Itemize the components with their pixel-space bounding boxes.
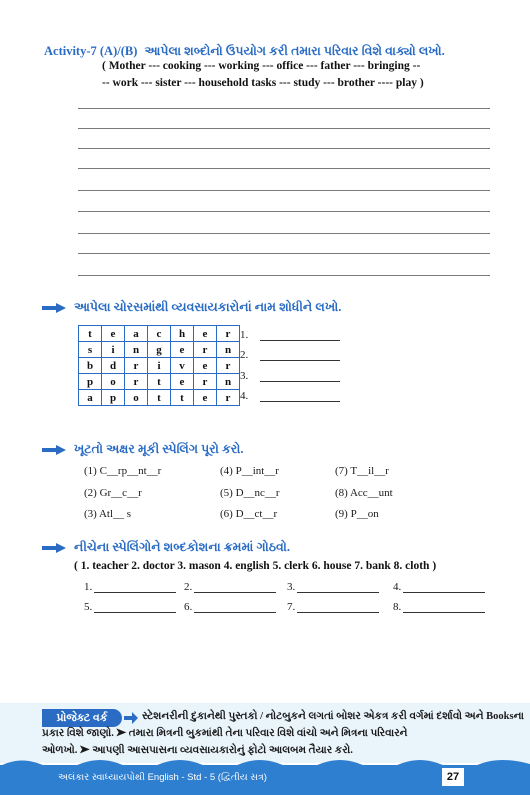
spelling-item[interactable]: (8) Acc__unt [335, 487, 393, 499]
writing-line[interactable] [78, 233, 490, 234]
order-number: 2. [184, 581, 193, 593]
writing-line[interactable] [78, 211, 490, 212]
writing-line[interactable] [78, 128, 490, 129]
arrow-icon [124, 712, 138, 724]
grid-row [79, 326, 240, 342]
grid-cell: v [171, 358, 194, 374]
grid-cell: h [171, 326, 194, 342]
activity-instruction: આપેલા શબ્દોનો ઉપયોગ કરી તમારા પરિવાર વિશે વાક્યો લખો. [144, 44, 445, 58]
word-list-line-1: ( Mother --- cooking --- working --- office --- father --- bringing -- [102, 60, 421, 72]
grid-cell: e [171, 374, 194, 390]
grid-cell: t [79, 326, 102, 342]
grid-cell: s [79, 342, 102, 358]
spelling-item[interactable]: (7) T__il__r [335, 465, 389, 477]
answer-item [240, 390, 340, 402]
grid-cell: r [194, 342, 217, 358]
order-blank[interactable] [403, 582, 485, 593]
project-line-3: ઓળખો. ➤ આપણી આસપાસના વ્યવસાયકારોનું ફોટો આલબમ તૈયાર કરો. [42, 745, 353, 756]
grid-cell: o [125, 390, 148, 406]
writing-line[interactable] [78, 253, 490, 254]
order-blank-item [84, 601, 176, 613]
arrow-icon [42, 445, 66, 455]
section-d-heading [42, 540, 290, 555]
answer-item [240, 329, 340, 341]
section-b-heading [42, 300, 341, 315]
grid-cell: r [125, 374, 148, 390]
grid-cell: i [102, 342, 125, 358]
grid-cell: e [102, 326, 125, 342]
grid-cell: e [194, 358, 217, 374]
order-blank[interactable] [194, 582, 276, 593]
answer-blank[interactable] [260, 350, 340, 361]
order-blank-item [184, 601, 276, 613]
answer-number: 2. [240, 349, 249, 361]
spelling-item[interactable]: (5) D__nc__r [220, 487, 280, 499]
project-badge: પ્રોજેક્ટ વર્ક [42, 709, 122, 727]
order-word-list: ( 1. teacher 2. doctor 3. mason 4. english 5. clerk 6. house 7. bank 8. cloth ) [74, 560, 437, 572]
order-blank[interactable] [94, 602, 176, 613]
order-blank-item [393, 581, 485, 593]
grid-cell: e [194, 326, 217, 342]
grid-cell: n [125, 342, 148, 358]
arrow-icon [42, 543, 66, 553]
order-number: 1. [84, 581, 93, 593]
grid-row [79, 358, 240, 374]
answer-number: 4. [240, 390, 249, 402]
order-blank[interactable] [297, 602, 379, 613]
activity-label: Activity-7 (A)/(B) [44, 44, 138, 58]
spelling-item[interactable]: (6) D__ct__r [220, 508, 278, 520]
section-b-heading-text: આપેલા ચોરસમાંથી વ્યવસાયકારોનાં નામ શોધીને લખો. [74, 300, 342, 314]
grid-cell: n [217, 374, 240, 390]
order-blank[interactable] [194, 602, 276, 613]
grid-cell: t [148, 374, 171, 390]
grid-cell: r [194, 374, 217, 390]
word-list-line-2: -- work --- sister --- household tasks --- study --- brother ---- play ) [102, 77, 424, 89]
order-blank-item [287, 581, 379, 593]
answer-item [240, 349, 340, 361]
answer-number: 3. [240, 370, 249, 382]
writing-line[interactable] [78, 168, 490, 169]
grid-cell: t [148, 390, 171, 406]
order-number: 8. [393, 601, 402, 613]
project-line-2: પ્રકાર વિશે જાણો. ➤ તમારા મિત્રની બુકમાંથી તેના પરિવાર વિશે વાંચો અને મિત્રના પરિવારને [42, 728, 408, 739]
spelling-item[interactable]: (4) P__int__r [220, 465, 279, 477]
order-blank[interactable] [297, 582, 379, 593]
grid-cell: g [148, 342, 171, 358]
spelling-item[interactable]: (3) Atl__ s [84, 508, 132, 520]
grid-cell: r [217, 358, 240, 374]
writing-line[interactable] [78, 108, 490, 109]
grid-cell: c [148, 326, 171, 342]
order-number: 4. [393, 581, 402, 593]
order-number: 3. [287, 581, 296, 593]
activity-heading [44, 44, 445, 59]
answer-item [240, 370, 340, 382]
grid-cell: n [217, 342, 240, 358]
writing-line[interactable] [78, 275, 490, 276]
grid-cell: e [171, 342, 194, 358]
grid-cell: r [217, 390, 240, 406]
grid-cell: r [217, 326, 240, 342]
spelling-item[interactable]: (2) Gr__c__r [84, 487, 142, 499]
order-number: 6. [184, 601, 193, 613]
order-blank-item [393, 601, 485, 613]
order-blank-item [84, 581, 176, 593]
grid-cell: d [102, 358, 125, 374]
writing-line[interactable] [78, 148, 490, 149]
order-blank[interactable] [94, 582, 176, 593]
grid-row [79, 390, 240, 406]
arrow-icon [42, 303, 66, 313]
grid-cell: t [171, 390, 194, 406]
answer-blank[interactable] [260, 371, 340, 382]
grid-cell: a [79, 390, 102, 406]
grid-cell: i [148, 358, 171, 374]
order-number: 5. [84, 601, 93, 613]
order-blank-item [287, 601, 379, 613]
page-number: 27 [442, 768, 464, 786]
section-c-heading [42, 442, 243, 457]
grid-cell: p [102, 390, 125, 406]
grid-cell: o [102, 374, 125, 390]
answer-blank[interactable] [260, 330, 340, 341]
grid-cell: a [125, 326, 148, 342]
grid-cell: b [79, 358, 102, 374]
grid-row [79, 342, 240, 358]
grid-cell: r [125, 358, 148, 374]
grid-row [79, 374, 240, 390]
section-d-heading-text: નીચેના સ્પેલિંગોને શબ્દકોશના ક્રમમાં ગોઠવો. [74, 540, 291, 554]
footer-title: અલંકાર સ્વાધ્યાયપોથી English - Std - 5 (દ્વિતીય સત્ર) [58, 772, 267, 783]
section-c-heading-text: ખૂટતો અક્ષર મૂકી સ્પેલિંગ પૂરો કરો. [74, 442, 244, 456]
grid-cell: p [79, 374, 102, 390]
project-line-1: સ્ટેશનરીની દુકાનેથી પુસ્તકો / નોટબુકને લગતાં બોશર એકત્ર કરી વર્ગમાં દર્શાવો અને Booksના [142, 711, 525, 722]
order-number: 7. [287, 601, 296, 613]
order-blank[interactable] [403, 602, 485, 613]
word-search-grid [78, 325, 240, 406]
spelling-item[interactable]: (9) P__on [335, 508, 379, 520]
spelling-item[interactable]: (1) C__rp__nt__r [84, 465, 162, 477]
order-blank-item [184, 581, 276, 593]
grid-cell: e [194, 390, 217, 406]
answer-blank[interactable] [260, 391, 340, 402]
answer-number: 1. [240, 329, 249, 341]
writing-line[interactable] [78, 190, 490, 191]
